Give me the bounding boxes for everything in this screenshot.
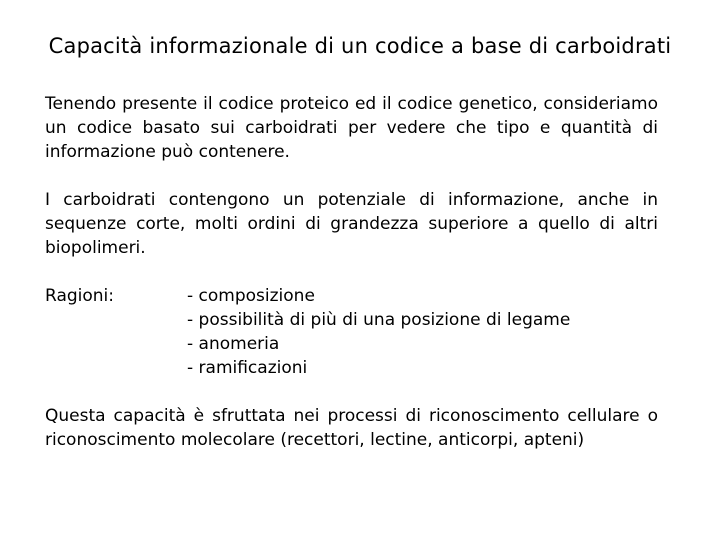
reason-item-branching: - ramificazioni <box>187 358 308 378</box>
reason-item-composition: - composizione <box>187 286 315 306</box>
reasons-label: Ragioni: <box>45 286 114 306</box>
recognition-paragraph: Questa capacità è sfruttata nei processi di riconoscimento cellulare o riconoscimento molecolare (recettori, lectine, anticorpi, apteni) <box>45 406 658 450</box>
reason-item-anomery: - anomeria <box>187 334 280 354</box>
reasons-list <box>187 284 570 380</box>
slide-title: Capacità informazionale di un codice a base di carboidrati <box>48 34 672 58</box>
reason-item-linkage-positions: - possibilità di più di una posizione di legame <box>187 310 571 330</box>
potential-paragraph: I carboidrati contengono un potenziale di informazione, anche in sequenze corte, molti ordini di grandezza superiore a quello di altri biopolimeri. <box>45 190 658 258</box>
intro-paragraph: Tenendo presente il codice proteico ed il codice genetico, consideriamo un codice basato sui carboidrati per vedere che tipo e quantità di informazione può contenere. <box>45 94 658 162</box>
